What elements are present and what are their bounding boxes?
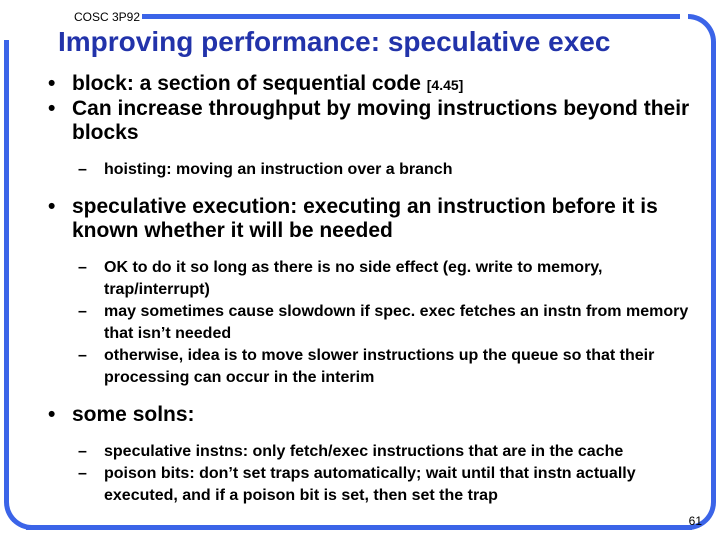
slide-title: Improving performance: speculative exec (58, 26, 614, 58)
frame-border-top (140, 14, 680, 19)
frame-border-bottom (26, 525, 692, 530)
sub-bullet-slowdown (22, 301, 697, 345)
bullet-mark: • (48, 403, 56, 426)
slide-content (22, 72, 697, 507)
sub-bullet-text: otherwise, idea is to move slower instructions up the queue so that their processing can occur in the interim (104, 347, 655, 386)
dash-mark: – (78, 347, 87, 364)
dash-mark: – (78, 443, 87, 460)
bullet-block-definition (22, 72, 697, 97)
dash-mark: – (78, 465, 87, 482)
dash-mark: – (78, 303, 87, 320)
bullet-text: block: a section of sequential code (72, 72, 427, 95)
sub-bullet-poison-bits (22, 463, 697, 507)
bullet-text: Can increase throughput by moving instructions beyond their blocks (72, 97, 690, 144)
sub-bullet-speculative-instns (22, 441, 697, 463)
sub-bullet-text: speculative instns: only fetch/exec instructions that are in the cache (104, 443, 624, 460)
sub-bullet-text: hoisting: moving an instruction over a branch (104, 161, 453, 178)
sub-bullet-text: may sometimes cause slowdown if spec. exec fetches an instn from memory that isn’t needed (104, 303, 689, 342)
bullet-reference: [4.45] (426, 77, 464, 93)
bullet-speculative-execution (22, 195, 697, 243)
bullet-some-solns (22, 403, 697, 427)
bullet-mark: • (48, 195, 56, 218)
dash-mark: – (78, 259, 87, 276)
bullet-text: some solns: (72, 403, 195, 426)
dash-mark: – (78, 161, 87, 178)
sub-bullet-side-effect (22, 257, 697, 301)
sub-bullet-hoisting (22, 159, 697, 181)
sub-bullet-text: OK to do it so long as there is no side effect (eg. write to memory, trap/interrupt) (104, 259, 603, 298)
sub-bullet-otherwise (22, 345, 697, 389)
bullet-mark: • (48, 97, 56, 120)
bullet-throughput (22, 97, 697, 145)
bullet-mark: • (48, 72, 56, 95)
course-code: COSC 3P92 (74, 10, 141, 24)
page-number: 61 (688, 514, 702, 528)
sub-bullet-text: poison bits: don’t set traps automatically; wait until that instn actually executed, and if a poison bit is set, then set the trap (104, 465, 636, 504)
bullet-text: speculative execution: executing an instruction before it is known whether it will be needed (72, 195, 658, 242)
